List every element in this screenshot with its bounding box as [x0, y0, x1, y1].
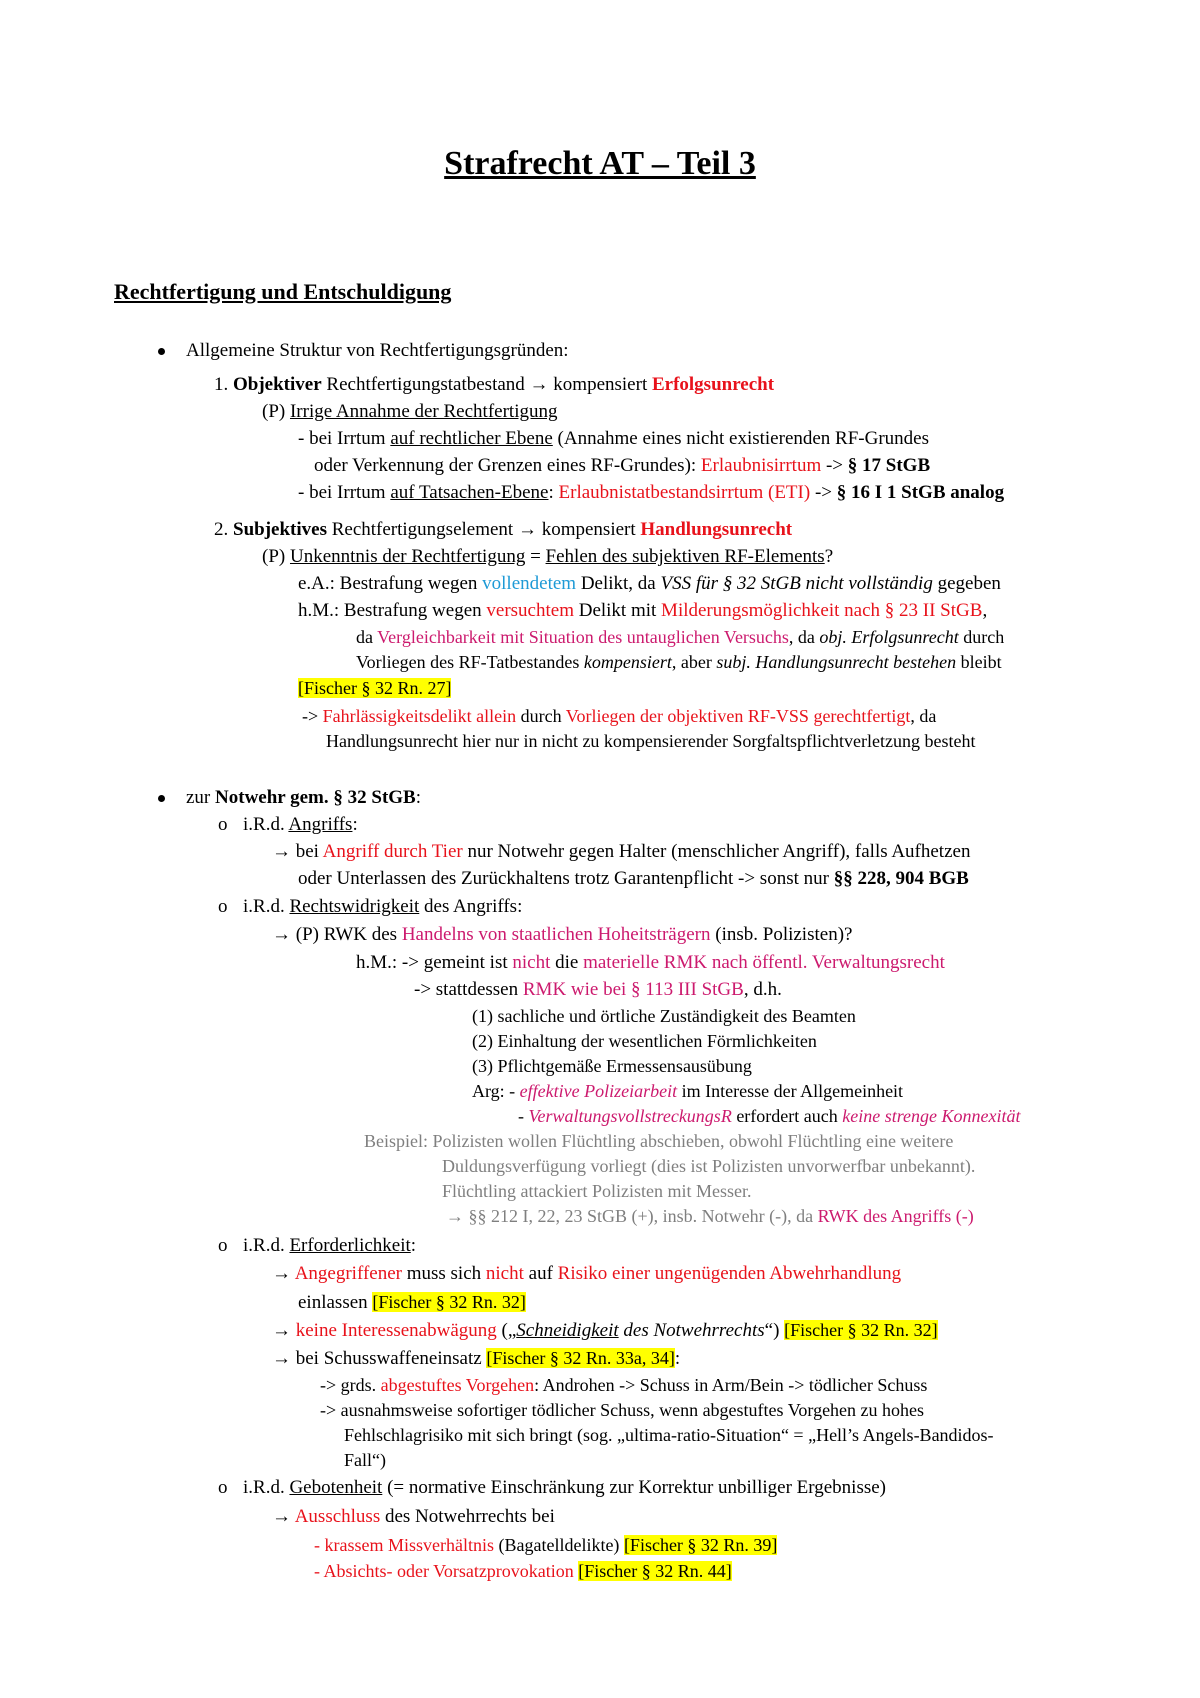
text-line: - krassem Missverhältnis (Bagatelldelikte) [Fischer § 32 Rn. 39]: [314, 1535, 778, 1555]
text-line: (2) Einhaltung der wesentlichen Förmlichkeiten: [472, 1031, 817, 1051]
list-item-notwehr: zur Notwehr gem. § 32 StGB:: [186, 787, 422, 808]
text-line: -> Fahrlässigkeitsdelikt allein durch Vorliegen der objektiven RF-VSS gerechtfertigt, da: [302, 706, 937, 726]
text-line: → keine Interessenabwägung („Schneidigkeit des Notwehrrechts“) [Fischer § 32 Rn. 32]: [272, 1320, 938, 1341]
text-line: (3) Pflichtgemäße Ermessensausübung: [472, 1056, 752, 1076]
text-line: h.M.: Bestrafung wegen versuchtem Delikt mit Milderungsmöglichkeit nach § 23 II StGB,: [298, 600, 988, 621]
text-line: → (P) RWK des Handelns von staatlichen Hoheitsträgern (insb. Polizisten)?: [272, 924, 853, 945]
text-line: Fehlschlagrisiko mit sich bringt (sog. „ultima-ratio-Situation“ = „Hell’s Angels-Bandidos-: [344, 1425, 994, 1445]
sub-bullet: o: [218, 1477, 228, 1498]
text-line: - bei Irrtum auf Tatsachen-Ebene: Erlaubnistatbestandsirrtum (ETI) -> § 16 I 1 StGB analog: [298, 482, 1005, 503]
example-text: → §§ 212 I, 22, 23 StGB (+), insb. Notwehr (-), da RWK des Angriffs (-): [446, 1206, 974, 1226]
text-line: Arg: - effektive Polizeiarbeit im Interesse der Allgemeinheit: [472, 1081, 904, 1101]
text-line: da Vergleichbarkeit mit Situation des untauglichen Versuchs, da obj. Erfolgsunrecht durch: [356, 627, 1005, 647]
subsection-angriff: i.R.d. Angriffs:: [243, 814, 358, 835]
text-line: - bei Irrtum auf rechtlicher Ebene (Annahme eines nicht existierenden RF-Grundes: [298, 428, 930, 449]
sub-bullet: o: [218, 896, 228, 917]
subsection-gebotenheit: i.R.d. Gebotenheit (= normative Einschränkung zur Korrektur unbilliger Ergebnisse): [243, 1477, 887, 1498]
example-text: Beispiel: Polizisten wollen Flüchtling abschieben, obwohl Flüchtling eine weitere: [364, 1131, 954, 1151]
text-line: einlassen [Fischer § 32 Rn. 32]: [298, 1292, 526, 1313]
text-line: Fall“): [344, 1450, 386, 1470]
problem-unkenntnis: (P) Unkenntnis der Rechtfertigung = Fehlen des subjektiven RF-Elements?: [262, 546, 834, 567]
text-line: -> grds. abgestuftes Vorgehen: Androhen -> Schuss in Arm/Bein -> tödlicher Schuss: [320, 1375, 928, 1395]
text-line: → Ausschluss des Notwehrrechts bei: [272, 1506, 555, 1527]
list-item-structure: Allgemeine Struktur von Rechtfertigungsgründen:: [186, 340, 569, 361]
bullet-dot: [158, 795, 165, 802]
text-line: Vorliegen des RF-Tatbestandes kompensiert, aber subj. Handlungsunrecht bestehen bleibt: [356, 652, 1002, 672]
example-text: Duldungsverfügung vorliegt (dies ist Polizisten unvorwerfbar unbekannt).: [442, 1156, 976, 1176]
point-objective: 1. Objektiver Rechtfertigungstatbestand → kompensiert Erfolgsunrecht: [214, 374, 775, 395]
citation: [Fischer § 32 Rn. 27]: [298, 678, 452, 698]
sub-bullet: o: [218, 814, 228, 835]
subsection-rechtswidrigkeit: i.R.d. Rechtswidrigkeit des Angriffs:: [243, 896, 523, 917]
text-line: e.A.: Bestrafung wegen vollendetem Delikt, da VSS für § 32 StGB nicht vollständig gegeben: [298, 573, 1001, 594]
sub-bullet: o: [218, 1235, 228, 1256]
text-line: -> stattdessen RMK wie bei § 113 III StGB, d.h.: [414, 979, 782, 1000]
example-text: Flüchtling attackiert Polizisten mit Messer.: [442, 1181, 752, 1201]
point-subjective: 2. Subjektives Rechtfertigungselement → kompensiert Handlungsunrecht: [214, 519, 793, 540]
text-line: - VerwaltungsvollstreckungsR erfordert auch keine strenge Konnexität: [518, 1106, 1021, 1126]
text-line: - Absichts- oder Vorsatzprovokation [Fischer § 32 Rn. 44]: [314, 1561, 732, 1581]
text-line: -> ausnahmsweise sofortiger tödlicher Schuss, wenn abgestuftes Vorgehen zu hohes: [320, 1400, 925, 1420]
document-title: Strafrecht AT – Teil 3: [444, 145, 756, 182]
subsection-erforderlichkeit: i.R.d. Erforderlichkeit:: [243, 1235, 417, 1256]
text-line: h.M.: -> gemeint ist nicht die materielle RMK nach öffentl. Verwaltungsrecht: [356, 952, 945, 973]
problem-irrige-annahme: (P) Irrige Annahme der Rechtfertigung: [262, 401, 558, 422]
text-line: oder Unterlassen des Zurückhaltens trotz Garantenpflicht -> sonst nur §§ 228, 904 BGB: [298, 868, 969, 889]
text-line: oder Verkennung der Grenzen eines RF-Grundes): Erlaubnisirrtum -> § 17 StGB: [314, 455, 931, 476]
text-line: → bei Angriff durch Tier nur Notwehr gegen Halter (menschlicher Angriff), falls Aufhetzen: [272, 841, 971, 862]
bullet-dot: [158, 348, 165, 355]
text-line: → bei Schusswaffeneinsatz [Fischer § 32 Rn. 33a, 34]:: [272, 1348, 681, 1369]
section-heading: Rechtfertigung und Entschuldigung: [114, 279, 452, 304]
text-line: Handlungsunrecht hier nur in nicht zu kompensierender Sorgfaltspflichtverletzung besteht: [326, 731, 976, 751]
text-line: → Angegriffener muss sich nicht auf Risiko einer ungenügenden Abwehrhandlung: [272, 1263, 902, 1284]
text-line: (1) sachliche und örtliche Zuständigkeit des Beamten: [472, 1006, 856, 1026]
